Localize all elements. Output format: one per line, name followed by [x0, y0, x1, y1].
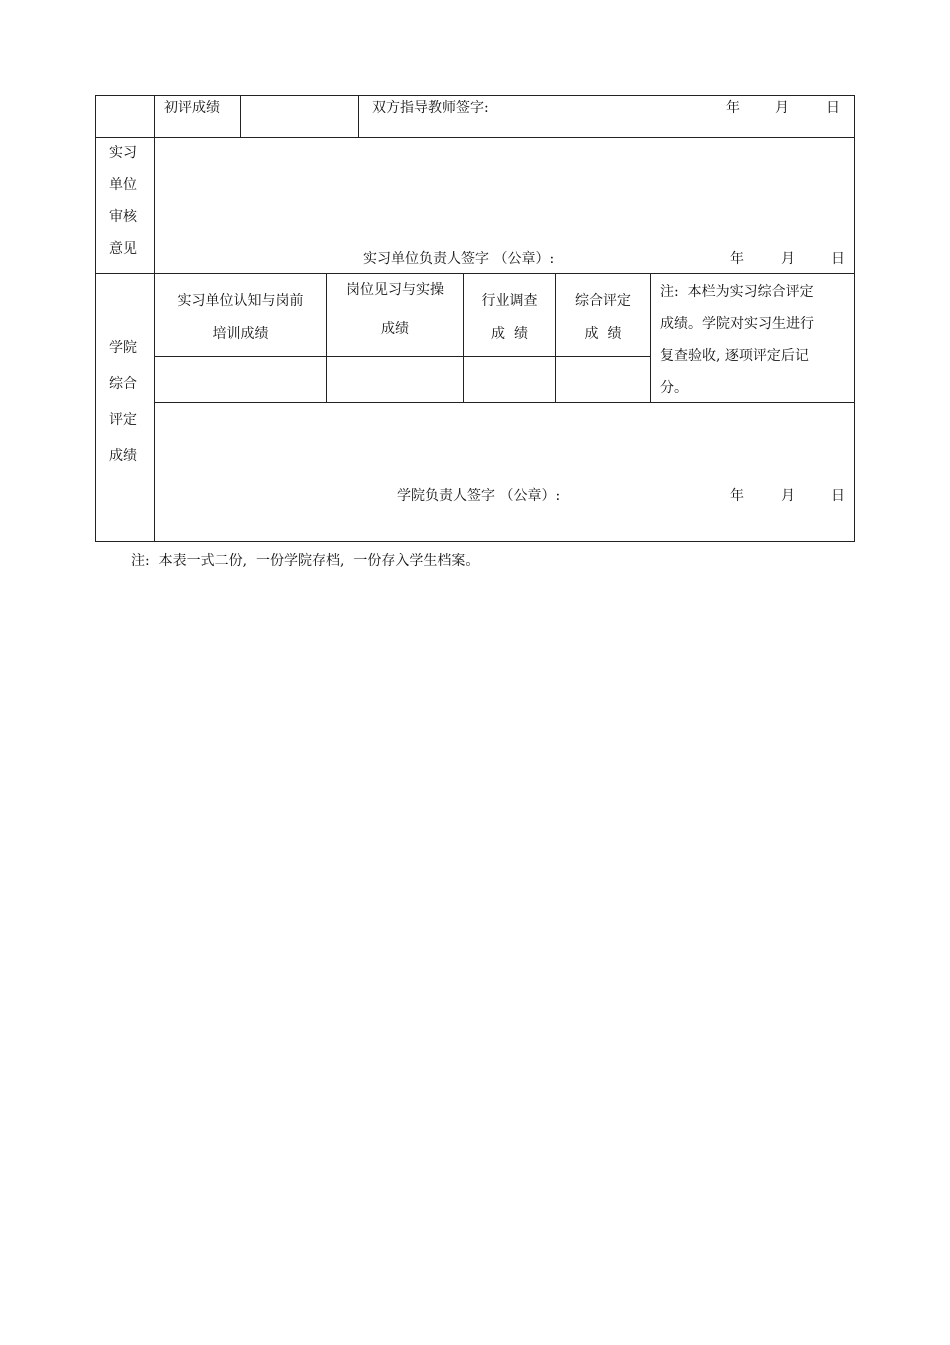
row1-day: 日	[826, 100, 840, 116]
college-month: 月	[781, 488, 795, 504]
table-border-right	[854, 95, 855, 542]
table-rule-row1-bottom	[95, 137, 855, 138]
col-header-industry-survey: 行业调查 成 绩	[481, 293, 538, 342]
company-day: 日	[831, 251, 845, 267]
footer-note: 注: 本表一式二份, 一份学院存档, 一份存入学生档案。	[131, 553, 480, 569]
company-month: 月	[781, 251, 795, 267]
col-header-internship-practice: 岗位见习与实操 成绩	[346, 282, 444, 337]
college-eval-label: 学院 综合 评定 成绩	[109, 340, 137, 464]
table-rule-row2-bottom	[95, 273, 855, 274]
college-signature-label: 学院负责人签字 （公章）:	[397, 488, 561, 504]
col-header-cognition-training: 实习单位认知与岗前 培训成绩	[177, 293, 304, 342]
college-year: 年	[730, 488, 744, 504]
table-border-top	[95, 95, 855, 96]
table-border-bottom	[95, 541, 855, 542]
company-signature-label: 实习单位负责人签字 （公章）:	[363, 251, 555, 267]
table-border-left	[95, 95, 96, 542]
row1-year: 年	[726, 100, 740, 116]
table-rule-score-header	[154, 356, 650, 357]
initial-score-label: 初评成绩	[164, 100, 220, 116]
company-review-label: 实习 单位 审核 意见	[109, 145, 137, 257]
scoring-note: 注: 本栏为实习综合评定 成绩。学院对实习生进行 复查验收, 逐项评定后记 分。	[660, 284, 814, 396]
table-rule-row1-a	[240, 95, 241, 137]
table-rule-row1-b	[358, 95, 359, 137]
college-day: 日	[831, 488, 845, 504]
row1-month: 月	[775, 100, 789, 116]
table-rule-score-col4	[650, 273, 651, 402]
col-header-overall-score: 综合评定 成 绩	[575, 293, 631, 342]
teacher-signature-label: 双方指导教师签字:	[372, 100, 489, 116]
company-year: 年	[730, 251, 744, 267]
